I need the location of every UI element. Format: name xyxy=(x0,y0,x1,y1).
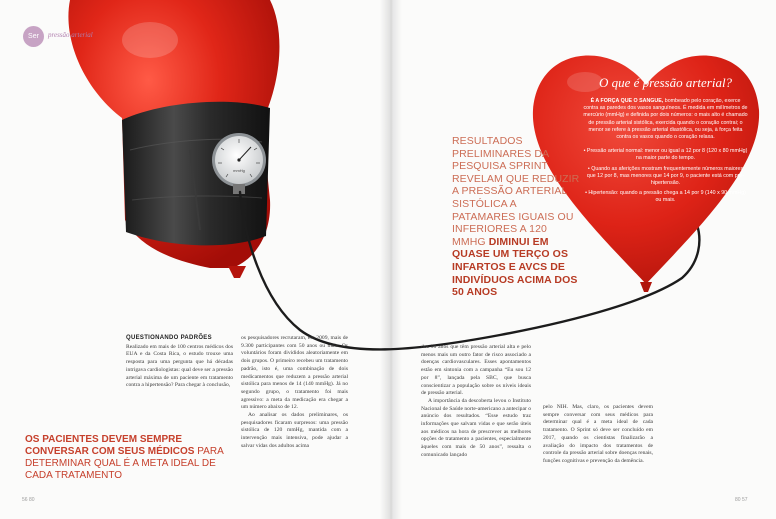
article-paragraph: dos 50 anos que têm pressão arterial alta e pelo menos mais um outro fator de risco associado a doenças cardiovasculares. Esses apontamentos estão em sintonia com a campanha “Eu sou 12 por 8”, lançada pela SBC, que busca conscientizar a população sobre os níveis ideais de pressão arterial. xyxy=(421,344,531,397)
pull-quote-text: RESULTADOS PRELIMINARES DA PESQUISA SPRINT REVELAM QUE REDUZIR A PRESSÃO ARTERIAL SISTÓLICA A PATAMARES IGUAIS OU INFERIORES A 120 MMHG xyxy=(452,135,580,248)
pull-quote-emphasis: DIMINUI EM QUASE UM TERÇO OS INFARTOS E AVCS DE INDIVÍDUOS ACIMA DOS 50 ANOS xyxy=(452,235,578,299)
folio-right: 80 57 xyxy=(735,497,748,503)
box-list xyxy=(583,148,748,204)
article-paragraph: pelo NIH. Mas, claro, os pacientes devem sempre conversar com seus médicos para determinar qual é a meta ideal de cada tratamento. O Sprint só deve ser concluído em 2017, quando os cientistas finalizarão a avaliação do impacto dos tratamentos de controle da pressão arterial sobre doenças renais, funções cognitivas e prevenção da demência. xyxy=(543,404,653,464)
article-paragraph: A importância da descoberta levou o Instituto Nacional de Saúde norte-americano a antecipar o anúncio dos resultados. “Esse estudo traz informações que salvam vidas e que serão úteis aos médicos na hora de prescrever as melhores opções de tratamento a pacientes, especialmente àqueles com mais de 50 anos”, ressalta o comunicado lançado xyxy=(421,397,531,458)
article-paragraph: Realizado em mais de 100 centros médicos dos EUA e da Costa Rica, o estudo trouxe uma resposta para uma pergunta que há décadas intrigava cardiologistas: qual deve ser a pressão arterial máxima de um paciente em tratamento contra a hipertensão? Para chegar à conclusão, xyxy=(126,343,233,389)
box-title: O que é pressão arterial? xyxy=(598,75,733,90)
box-body xyxy=(583,98,748,141)
box-text: bombeado pelo coração, exerce contra as paredes dos vasos sanguíneos. É medida em milímetros de mercúrio (mmHg) e definida por dois números: o mais alto é chamado de pressão arterial sistólica, exercida quando o coração contrai; o menor se refere à pressão arterial diastólica, ou seja, à força feita contra os vasos quando o coração relaxa. xyxy=(583,98,748,141)
box-lead: É A FORÇA QUE O SANGUE, xyxy=(590,98,664,104)
box-list-item: • Quando as aferições mostram frequentemente números maiores que 12 por 8, mas menores que 14 por 9, o paciente está com pré-hipertensão. xyxy=(586,165,745,187)
definition-box xyxy=(583,75,748,208)
side-quote xyxy=(25,434,225,482)
side-quote-emphasis: OS PACIENTES DEVEM SEMPRE CONVERSAR COM SEUS MÉDICOS xyxy=(25,434,195,457)
section-label: pressão arterial xyxy=(48,31,93,39)
article-column-4 xyxy=(543,404,653,466)
article-paragraph: Ao analisar os dados preliminares, os pesquisadores ficaram surpresos: uma pressão sistólica de 120 mmHg, mantida com a intervenção mais intensiva, pode ajudar a salvar vidas dos adultos acima xyxy=(241,412,348,449)
article-column-1 xyxy=(126,335,233,390)
article-paragraph: os pesquisadores recrutaram, em 2009, mais de 9.300 participantes com 50 anos ou mais. Os voluntários foram divididos aleatoriamente em dois grupos. O primeiro recebeu um tratamento padrão, isto é, uma combinação de dois medicamentos que reduzem a pressão arterial sistólica para menos de 14 (140 mmHg). Já no segundo grupo, o tratamento foi mais agressivo: a meta da medicação era chegar a um número abaixo de 12. xyxy=(241,335,348,411)
box-list-item: • Pressão arterial normal: menor ou igual a 12 por 8 (120 x 80 mmHg) na maior parte do tempo. xyxy=(583,148,748,162)
folio-left: 56 80 xyxy=(22,497,35,503)
article-column-3 xyxy=(421,344,531,460)
gauge-label: mmHg xyxy=(233,168,245,173)
section-badge: Ser xyxy=(23,26,44,47)
box-list-item: • Hipertensão: quando a pressão chega a 14 por 9 (140 x 90 mmHg) ou mais. xyxy=(585,190,746,204)
pull-quote xyxy=(452,135,582,299)
article-heading: QUESTIONANDO PADRÕES xyxy=(126,335,212,341)
side-quote-text: PARA DETERMINAR QUAL É A META IDEAL DE CADA TRATAMENTO xyxy=(25,446,224,481)
article-column-2 xyxy=(241,335,348,451)
